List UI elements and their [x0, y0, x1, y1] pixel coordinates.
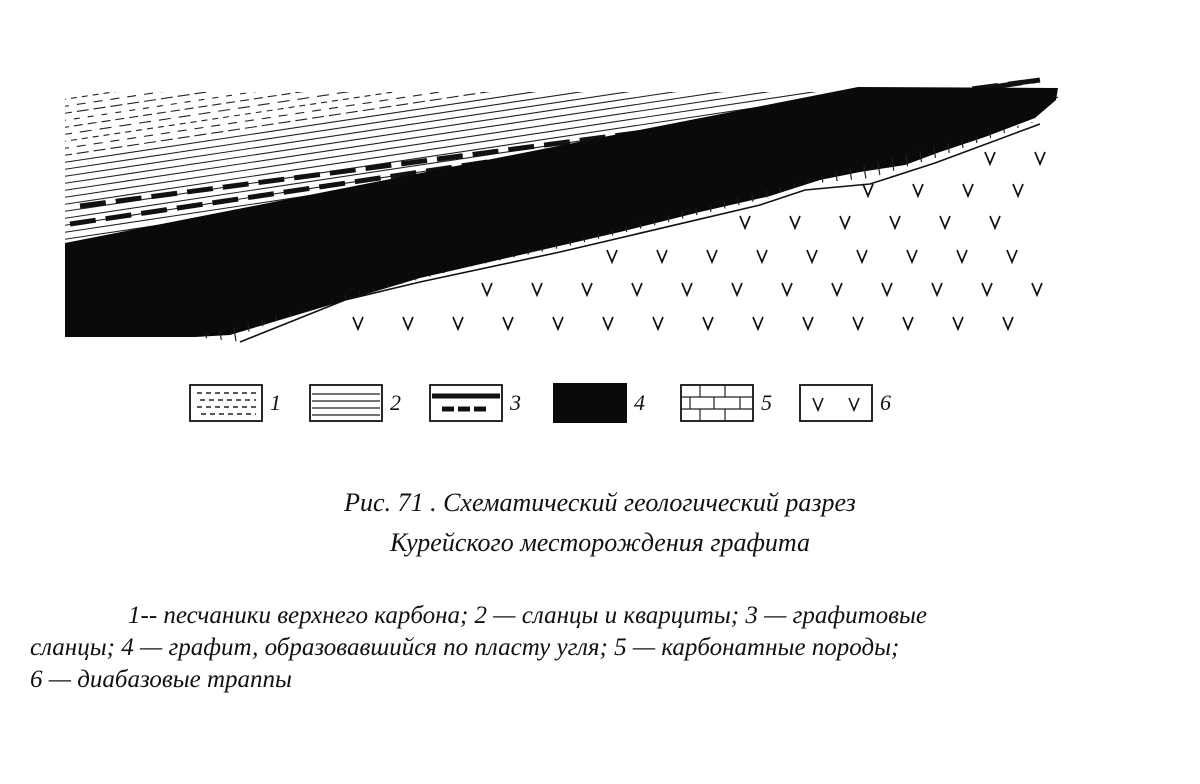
legend-item-4 [553, 383, 645, 423]
svg-text:5: 5 [761, 390, 772, 415]
legend-item-6 [800, 385, 891, 421]
legend-description [30, 600, 1190, 696]
svg-text:3: 3 [510, 390, 521, 415]
legend-item-3 [430, 385, 521, 421]
figure-caption-title: Рис. 71 . Схематический геологический разрез [344, 488, 856, 517]
figure-caption-subtitle: Курейского месторождения графита [389, 528, 811, 557]
svg-text:6: 6 [880, 390, 891, 415]
legend-item-1 [190, 385, 281, 421]
svg-text:4: 4 [634, 390, 645, 415]
svg-text:2: 2 [390, 390, 401, 415]
legend-description-line-1: 1-- песчаники верхнего карбона; 2 — сланцы и кварциты; 3 — графитовые [128, 602, 928, 629]
legend-description-line-3: 6 — диабазовые траппы [30, 666, 292, 693]
legend-item-2 [310, 385, 401, 421]
svg-text:1: 1 [270, 390, 281, 415]
graphite-seam [65, 87, 1058, 337]
legend-item-5 [681, 385, 772, 421]
legend [190, 383, 891, 423]
legend-description-line-2: сланцы; 4 — графит, образовавшийся по пласту угля; 5 — карбонатные породы; [30, 634, 900, 661]
